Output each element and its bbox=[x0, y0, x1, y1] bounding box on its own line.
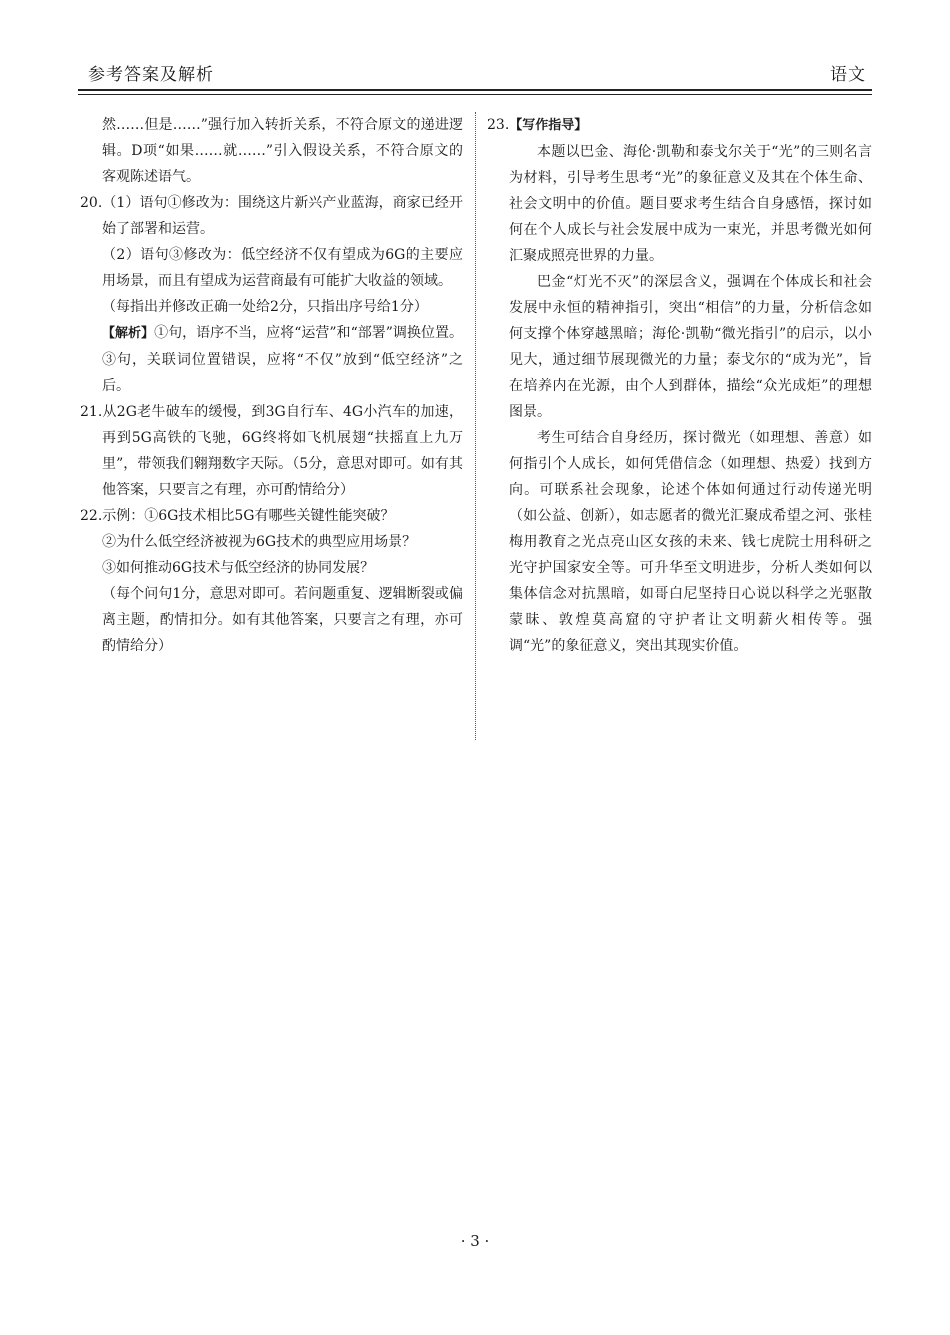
column-divider bbox=[475, 112, 476, 740]
q23-paragraph-2: 巴金“灯光不灭”的深层含义，强调在个体成长和社会发展中永恒的精神指引，突出“相信”的力量，分析信念如何支撑个体穿越黑暗；海伦·凯勒“微光指引”的启示，以小见大，通过细节展现微光的力量；泰戈尔的“成为光”，旨在培养内在光源，由个人到群体，描绘“众光成炬”的理想图景。 bbox=[509, 274, 872, 420]
q19-continuation: 然……但是……”强行加入转折关系，不符合原文的递进逻辑。D项“如果……就……”引入假设关系，不符合原文的客观陈述语气。 bbox=[102, 117, 463, 185]
header-rule-thin bbox=[78, 94, 872, 95]
q20-part2: （2）语句③修改为：低空经济不仅有望成为6G的主要应用场景，而且有望成为运营商最有可能扩大收益的领域。 bbox=[102, 247, 463, 289]
q20-analysis bbox=[80, 320, 463, 399]
q22-example-1: 22.示例：①6G技术相比5G有哪些关键性能突破？ bbox=[80, 508, 395, 524]
right-column bbox=[487, 112, 872, 659]
q21-answer: 21.从2G老牛破车的缓慢，到3G自行车、4G小汽车的加速，再到5G高铁的飞驰，6G终将如飞机展翅“扶摇直上九万里”，带领我们翱翔数字天际。（5分，意思对即可。如有其他答案，只要言之有理，亦可酌情给分） bbox=[80, 404, 463, 498]
analysis-label: 【解析】 bbox=[102, 326, 155, 341]
q20-scoring: （每指出并修改正确一处给2分，只指出序号给1分） bbox=[102, 299, 428, 315]
header-rule-thick bbox=[78, 89, 872, 91]
q23-number: 23. bbox=[487, 117, 510, 133]
q22-example-2: ②为什么低空经济被视为6G技术的典型应用场景？ bbox=[102, 534, 417, 550]
q23-paragraph-3: 考生可结合自身经历，探讨微光（如理想、善意）如何指引个人成长，如何凭借信念（如理想、热爱）找到方向。可联系社会现象，论述个体如何通过行动传递光明（如公益、创新），如志愿者的微光汇聚成希望之河、张桂梅用教育之光点亮山区女孩的未来、钱七虎院士用科研之光守护国家安全等。可升华至文明进步，分析人类如何以集体信念对抗黑暗，如哥白尼坚持日心说以科学之光驱散蒙昧、敦煌莫高窟的守护者让文明薪火相传等。强调“光”的象征意义，突出其现实价值。 bbox=[509, 430, 872, 654]
q22-example-3: ③如何推动6G技术与低空经济的协同发展？ bbox=[102, 560, 375, 576]
analysis-text: ①句，语序不当，应将“运营”和“部署”调换位置。③句，关联词位置错误，应将“不仅”放到“低空经济”之后。 bbox=[102, 325, 463, 394]
page-number: · 3 · bbox=[460, 1232, 490, 1250]
header-title: 参考答案及解析 bbox=[88, 65, 214, 85]
q23-paragraph-1: 本题以巴金、海伦·凯勒和泰戈尔关于“光”的三则名言为材料，引导考生思考“光”的象征意义及其在个体生命、社会文明中的价值。题目要求考生结合自身感悟，探讨如何在个人成长与社会发展中成为一束光，并思考微光如何汇聚成照亮世界的力量。 bbox=[509, 144, 872, 264]
q22-scoring: （每个问句1分，意思对即可。若问题重复、逻辑断裂或偏离主题，酌情扣分。如有其他答案，只要言之有理，亦可酌情给分） bbox=[102, 586, 463, 654]
header-subject: 语文 bbox=[830, 65, 866, 85]
q20-part1: 20.（1）语句①修改为：围绕这片新兴产业蓝海，商家已经开始了部署和运营。 bbox=[80, 195, 463, 237]
left-column bbox=[80, 112, 463, 659]
q23-heading bbox=[487, 112, 872, 139]
writing-guide-label: 【写作指导】 bbox=[509, 118, 588, 133]
